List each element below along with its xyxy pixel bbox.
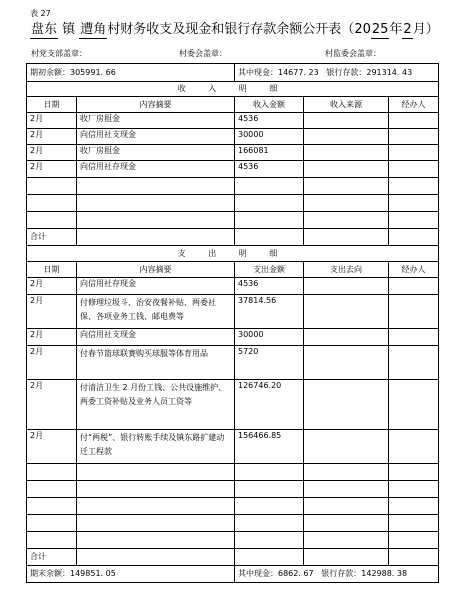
closing-breakdown-cell — [235, 566, 439, 583]
income-col-source: 收入来源 — [304, 97, 389, 113]
expense-header-row — [27, 262, 439, 278]
expense-handler — [389, 430, 439, 464]
income-amount: 4536 — [235, 161, 304, 178]
expense-handler — [389, 278, 439, 295]
income-summary: 收厂房租金 — [77, 145, 235, 161]
opening-bank-label: 银行存款： — [326, 67, 367, 77]
title-village: 遭角 — [80, 22, 107, 37]
expense-empty-row — [27, 498, 439, 515]
income-header-row — [27, 97, 439, 113]
expense-col-amount: 支出金额 — [235, 262, 304, 278]
income-summary: 向信用社存现金 — [77, 161, 235, 178]
title-year-prefix: 20 — [354, 22, 371, 37]
income-empty-row — [27, 178, 439, 195]
closing-balance-value: 149851. 05 — [70, 569, 116, 578]
expense-summary: 向信用社支现金 — [77, 329, 235, 346]
expense-amount: 37814.56 — [235, 295, 304, 329]
expense-amount: 5720 — [235, 346, 304, 380]
income-total-label: 合计 — [27, 229, 77, 246]
income-source — [304, 129, 389, 145]
expense-row — [27, 346, 439, 380]
title-mid: 镇 — [58, 22, 80, 37]
expense-date: 2月 — [27, 278, 77, 295]
expense-row — [27, 329, 439, 346]
expense-summary: 付修理垃圾斗、治安夜餐补贴、两委社保、各项业务工钱、邮电费等 — [77, 295, 235, 329]
income-handler — [389, 113, 439, 129]
expense-amount: 126746.20 — [235, 380, 304, 430]
income-date: 2月 — [27, 129, 77, 145]
income-col-handler: 经办人 — [389, 97, 439, 113]
expense-total-row — [27, 549, 439, 566]
income-section-row — [27, 82, 439, 97]
opening-cash-label: 其中现金： — [238, 67, 278, 77]
income-section-title: 收 入 明 细 — [27, 82, 439, 97]
expense-summary: 付“两税”、银行转账手续及镇东路扩建动迁工程款 — [77, 430, 235, 464]
closing-bank-label: 银行存款： — [321, 569, 362, 578]
expense-date: 2月 — [27, 380, 77, 430]
income-source — [304, 113, 389, 129]
expense-section-row — [27, 246, 439, 262]
expense-empty-row — [27, 515, 439, 532]
expense-total-label: 合计 — [27, 549, 77, 566]
expense-row — [27, 278, 439, 295]
title-month: 2 — [403, 22, 412, 37]
expense-handler — [389, 346, 439, 380]
income-summary: 收厂房租金 — [77, 113, 235, 129]
income-date: 2月 — [27, 113, 77, 129]
title-main: 村财务收支及现金和银行存款余额公开表（ — [107, 22, 355, 37]
expense-col-date: 日期 — [27, 262, 77, 278]
expense-handler — [389, 295, 439, 329]
opening-balance-label: 期初余额： — [30, 67, 70, 77]
income-summary: 向信用社支现金 — [77, 129, 235, 145]
expense-row — [27, 380, 439, 430]
expense-dest — [304, 295, 389, 329]
title-town: 盘东 — [31, 22, 58, 37]
expense-dest — [304, 329, 389, 346]
expense-empty-row — [27, 464, 439, 481]
expense-summary: 付清洁卫生 2 月份工钱、公共设施维护、两委工资补贴及业务人员工资等 — [77, 380, 235, 430]
expense-row — [27, 430, 439, 464]
page-title — [30, 22, 439, 39]
expense-amount: 156466.85 — [235, 430, 304, 464]
expense-amount: 4536 — [235, 278, 304, 295]
expense-handler — [389, 380, 439, 430]
title-year-suffix: 25 — [371, 22, 389, 37]
expense-col-handler: 经办人 — [389, 262, 439, 278]
income-col-amount: 收入金额 — [235, 97, 304, 113]
expense-date: 2月 — [27, 430, 77, 464]
closing-balance-cell — [27, 566, 235, 583]
income-total-row — [27, 229, 439, 246]
income-date: 2月 — [27, 145, 77, 161]
income-row — [27, 161, 439, 178]
opening-bank-value: 291314. 43 — [366, 67, 413, 77]
income-col-summary: 内容摘要 — [77, 97, 235, 113]
form-number: 表 27 — [30, 9, 51, 18]
closing-cash-label: 其中现金： — [238, 569, 278, 578]
income-row — [27, 145, 439, 161]
expense-date: 2月 — [27, 295, 77, 329]
income-handler — [389, 145, 439, 161]
seal-party: 村党支部盖章： — [31, 49, 87, 58]
closing-cash-value: 6862. 67 — [278, 569, 314, 578]
closing-balance-label: 期末余额： — [30, 569, 70, 578]
title-year-unit: 年 — [389, 22, 403, 37]
expense-amount: 30000 — [235, 329, 304, 346]
expense-dest — [304, 380, 389, 430]
expense-row — [27, 295, 439, 329]
seal-supervision: 村监委会盖章： — [325, 49, 381, 58]
expense-empty-row — [27, 532, 439, 549]
expense-col-dest: 支出去向 — [304, 262, 389, 278]
seal-committee: 村委会盖章： — [179, 49, 227, 58]
expense-dest — [304, 346, 389, 380]
expense-col-summary: 内容摘要 — [77, 262, 235, 278]
income-empty-row — [27, 212, 439, 229]
income-row — [27, 129, 439, 145]
income-date: 2月 — [27, 161, 77, 178]
income-empty-row — [27, 195, 439, 212]
expense-date: 2月 — [27, 329, 77, 346]
title-month-unit: 月） — [412, 22, 439, 37]
income-source — [304, 145, 389, 161]
opening-balance-row — [27, 64, 439, 82]
opening-cash-value: 14677. 23 — [278, 67, 319, 77]
expense-summary: 付春节篮球联赛购买球服等体育用品 — [77, 346, 235, 380]
expense-date: 2月 — [27, 346, 77, 380]
finance-table — [26, 63, 439, 583]
income-handler — [389, 161, 439, 178]
income-handler — [389, 129, 439, 145]
closing-bank-value: 142988. 38 — [361, 569, 408, 578]
expense-summary: 向信用社存现金 — [77, 278, 235, 295]
income-amount: 166081 — [235, 145, 304, 161]
opening-breakdown-cell — [235, 64, 439, 82]
income-amount: 4536 — [235, 113, 304, 129]
expense-section-title: 支 出 明 细 — [27, 246, 439, 262]
opening-balance-cell — [27, 64, 235, 82]
closing-balance-row — [27, 566, 439, 583]
income-row — [27, 113, 439, 129]
income-col-date: 日期 — [27, 97, 77, 113]
expense-handler — [389, 329, 439, 346]
expense-dest — [304, 278, 389, 295]
opening-balance-value: 305991. 66 — [70, 67, 116, 77]
income-source — [304, 161, 389, 178]
expense-empty-row — [27, 481, 439, 498]
expense-dest — [304, 430, 389, 464]
income-amount: 30000 — [235, 129, 304, 145]
